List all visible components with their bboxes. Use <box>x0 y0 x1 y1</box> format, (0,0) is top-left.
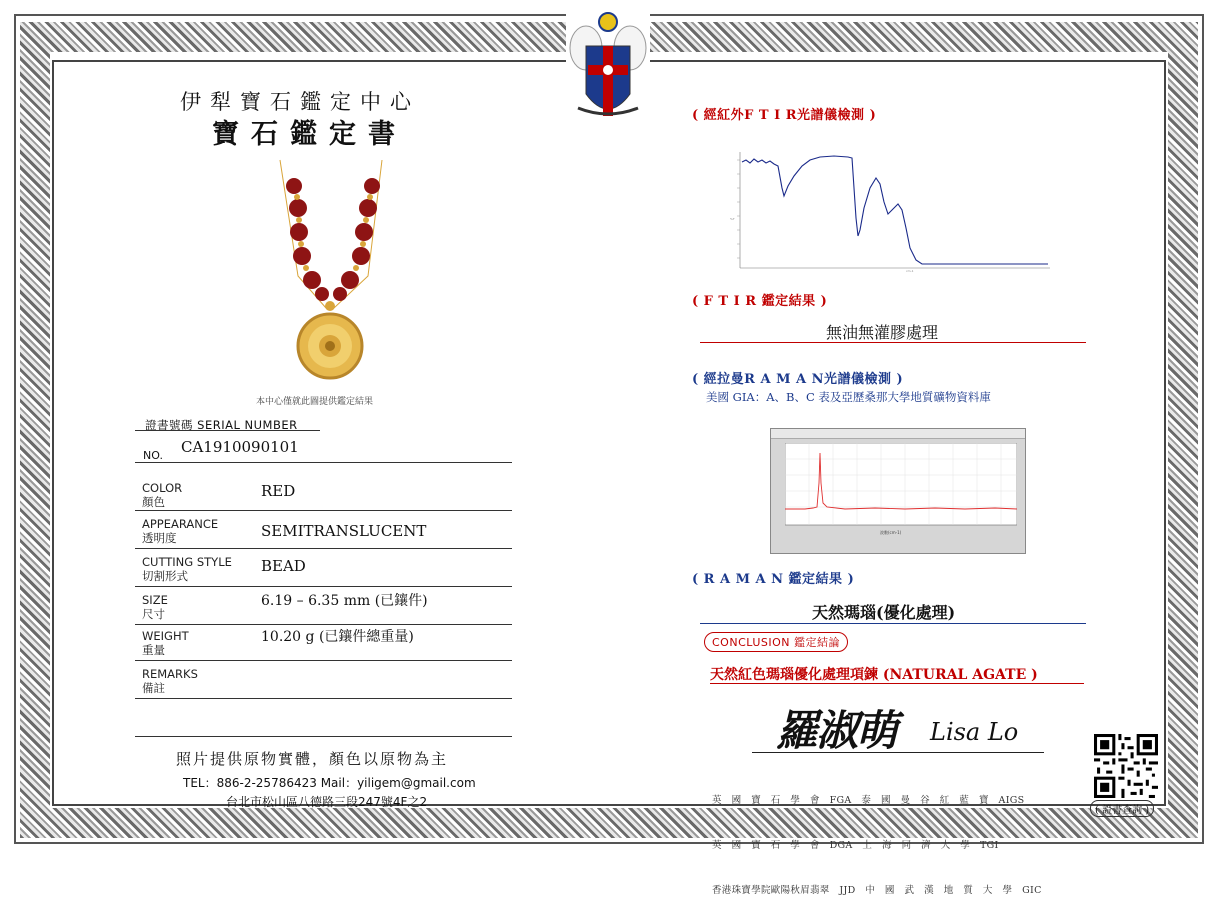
row-label-en: WEIGHT <box>142 629 189 643</box>
signature-en: Lisa Lo <box>930 718 1019 746</box>
row-value: BEAD <box>261 557 306 575</box>
table-row <box>135 662 512 699</box>
credentials <box>712 763 1042 913</box>
necklace-beads <box>286 178 380 301</box>
svg-text:波數(cm-1): 波數(cm-1) <box>880 530 902 535</box>
row-label-zh: 備註 <box>142 681 165 695</box>
row-label-en: SIZE <box>142 593 168 607</box>
table-row <box>135 472 512 511</box>
ftir-spectrum-chart <box>730 148 1054 272</box>
row-value: RED <box>261 482 296 500</box>
serial-number: CA1910090101 <box>181 438 299 456</box>
credential-line: 英 國 寶 石 學 會 FGA 泰 國 曼 谷 紅 藍 寶 AIGS <box>712 795 1025 806</box>
row-value: 10.20 g (已鑲件總重量) <box>261 629 414 645</box>
org-name: 伊犁寶石鑑定中心 <box>180 90 420 114</box>
row-label-zh: 切割形式 <box>142 569 188 583</box>
serial-label-underline <box>135 430 320 431</box>
row-label-zh: 重量 <box>142 643 165 657</box>
ftir-result: 無油無灌膠處理 <box>826 323 939 342</box>
svg-text:cm-1: cm-1 <box>906 269 914 272</box>
row-label-zh: 顏色 <box>142 495 165 509</box>
serial-label: 證書號碼 SERIAL NUMBER <box>145 418 298 432</box>
conclusion-underline <box>710 683 1084 684</box>
row-value: 6.19 – 6.35 mm (已鑲件) <box>261 593 428 609</box>
row-label-zh: 透明度 <box>142 531 177 545</box>
raman-database-note: 美國 GIA：A、B、C 表及亞歷桑那大學地質礦物資料庫 <box>706 390 991 404</box>
ftir-spectrum-line <box>742 156 1048 264</box>
ftir-result-heading: ( F T I R 鑑定結果 ) <box>692 294 828 309</box>
table-row <box>135 626 512 661</box>
raman-spectrum-chart <box>785 443 1017 535</box>
raman-result-underline <box>700 623 1086 624</box>
qr-caption: ( 證書查詢 ) <box>1090 800 1154 817</box>
raman-result-heading: ( R A M A N 鑑定結果 ) <box>692 572 855 587</box>
table-row <box>135 512 512 549</box>
row-value: SEMITRANSLUCENT <box>261 522 427 540</box>
photo-caption: 本中心僅就此圖提供鑑定結果 <box>256 397 374 407</box>
table-row <box>135 550 512 587</box>
property-table <box>135 472 512 702</box>
row-label-en: COLOR <box>142 481 183 495</box>
signature-zh: 羅淑萌 <box>776 706 897 755</box>
row-label-en: REMARKS <box>142 667 198 681</box>
credential-line: 香港珠寶學院歐陽秋眉翡翠 JJD 中 國 武 漢 地 質 大 學 GIC <box>712 885 1042 896</box>
credential-line: 英 國 寶 石 學 會 DGA 上 海 同 濟 大 學 TGI <box>712 840 999 851</box>
row-label-zh: 尺寸 <box>142 607 165 621</box>
raman-chart-titlebar <box>771 429 1025 439</box>
ftir-heading: ( 經紅外F T I R光譜儀檢測 ) <box>692 108 877 123</box>
serial-no-label: NO. <box>143 449 163 462</box>
conclusion-label: CONCLUSION 鑑定結論 <box>704 632 848 652</box>
row-label-en: CUTTING STYLE <box>142 555 232 569</box>
footer-note: 照片提供原物實體，顏色以原物為主 <box>176 750 449 768</box>
raman-chart-window <box>770 428 1026 554</box>
table-row <box>135 588 512 625</box>
svg-text:%T: %T <box>730 217 735 221</box>
footer-divider <box>135 736 512 737</box>
conclusion-text: 天然紅色瑪瑙優化處理項鍊 (NATURAL AGATE ) <box>710 667 1038 683</box>
ftir-result-underline <box>700 342 1086 343</box>
raman-heading: ( 經拉曼R A M A N光譜儀檢測 ) <box>692 372 904 387</box>
necklace-photo <box>268 156 392 392</box>
contact-info: TEL：886-2-25786423 Mail：yiligem@gmail.com <box>183 776 476 790</box>
qr-code-icon[interactable] <box>1094 734 1158 798</box>
raman-result: 天然瑪瑙(優化處理) <box>812 603 956 622</box>
row-label-en: APPEARANCE <box>142 517 219 531</box>
signature-line <box>752 752 1044 753</box>
necklace-pendant <box>298 301 362 378</box>
serial-row-line <box>135 462 512 463</box>
crest-emblem-icon <box>566 8 650 128</box>
address: 台北市松山區八德路三段247號4F之2 <box>226 795 428 809</box>
document-title: 寶石鑑定書 <box>212 119 407 150</box>
